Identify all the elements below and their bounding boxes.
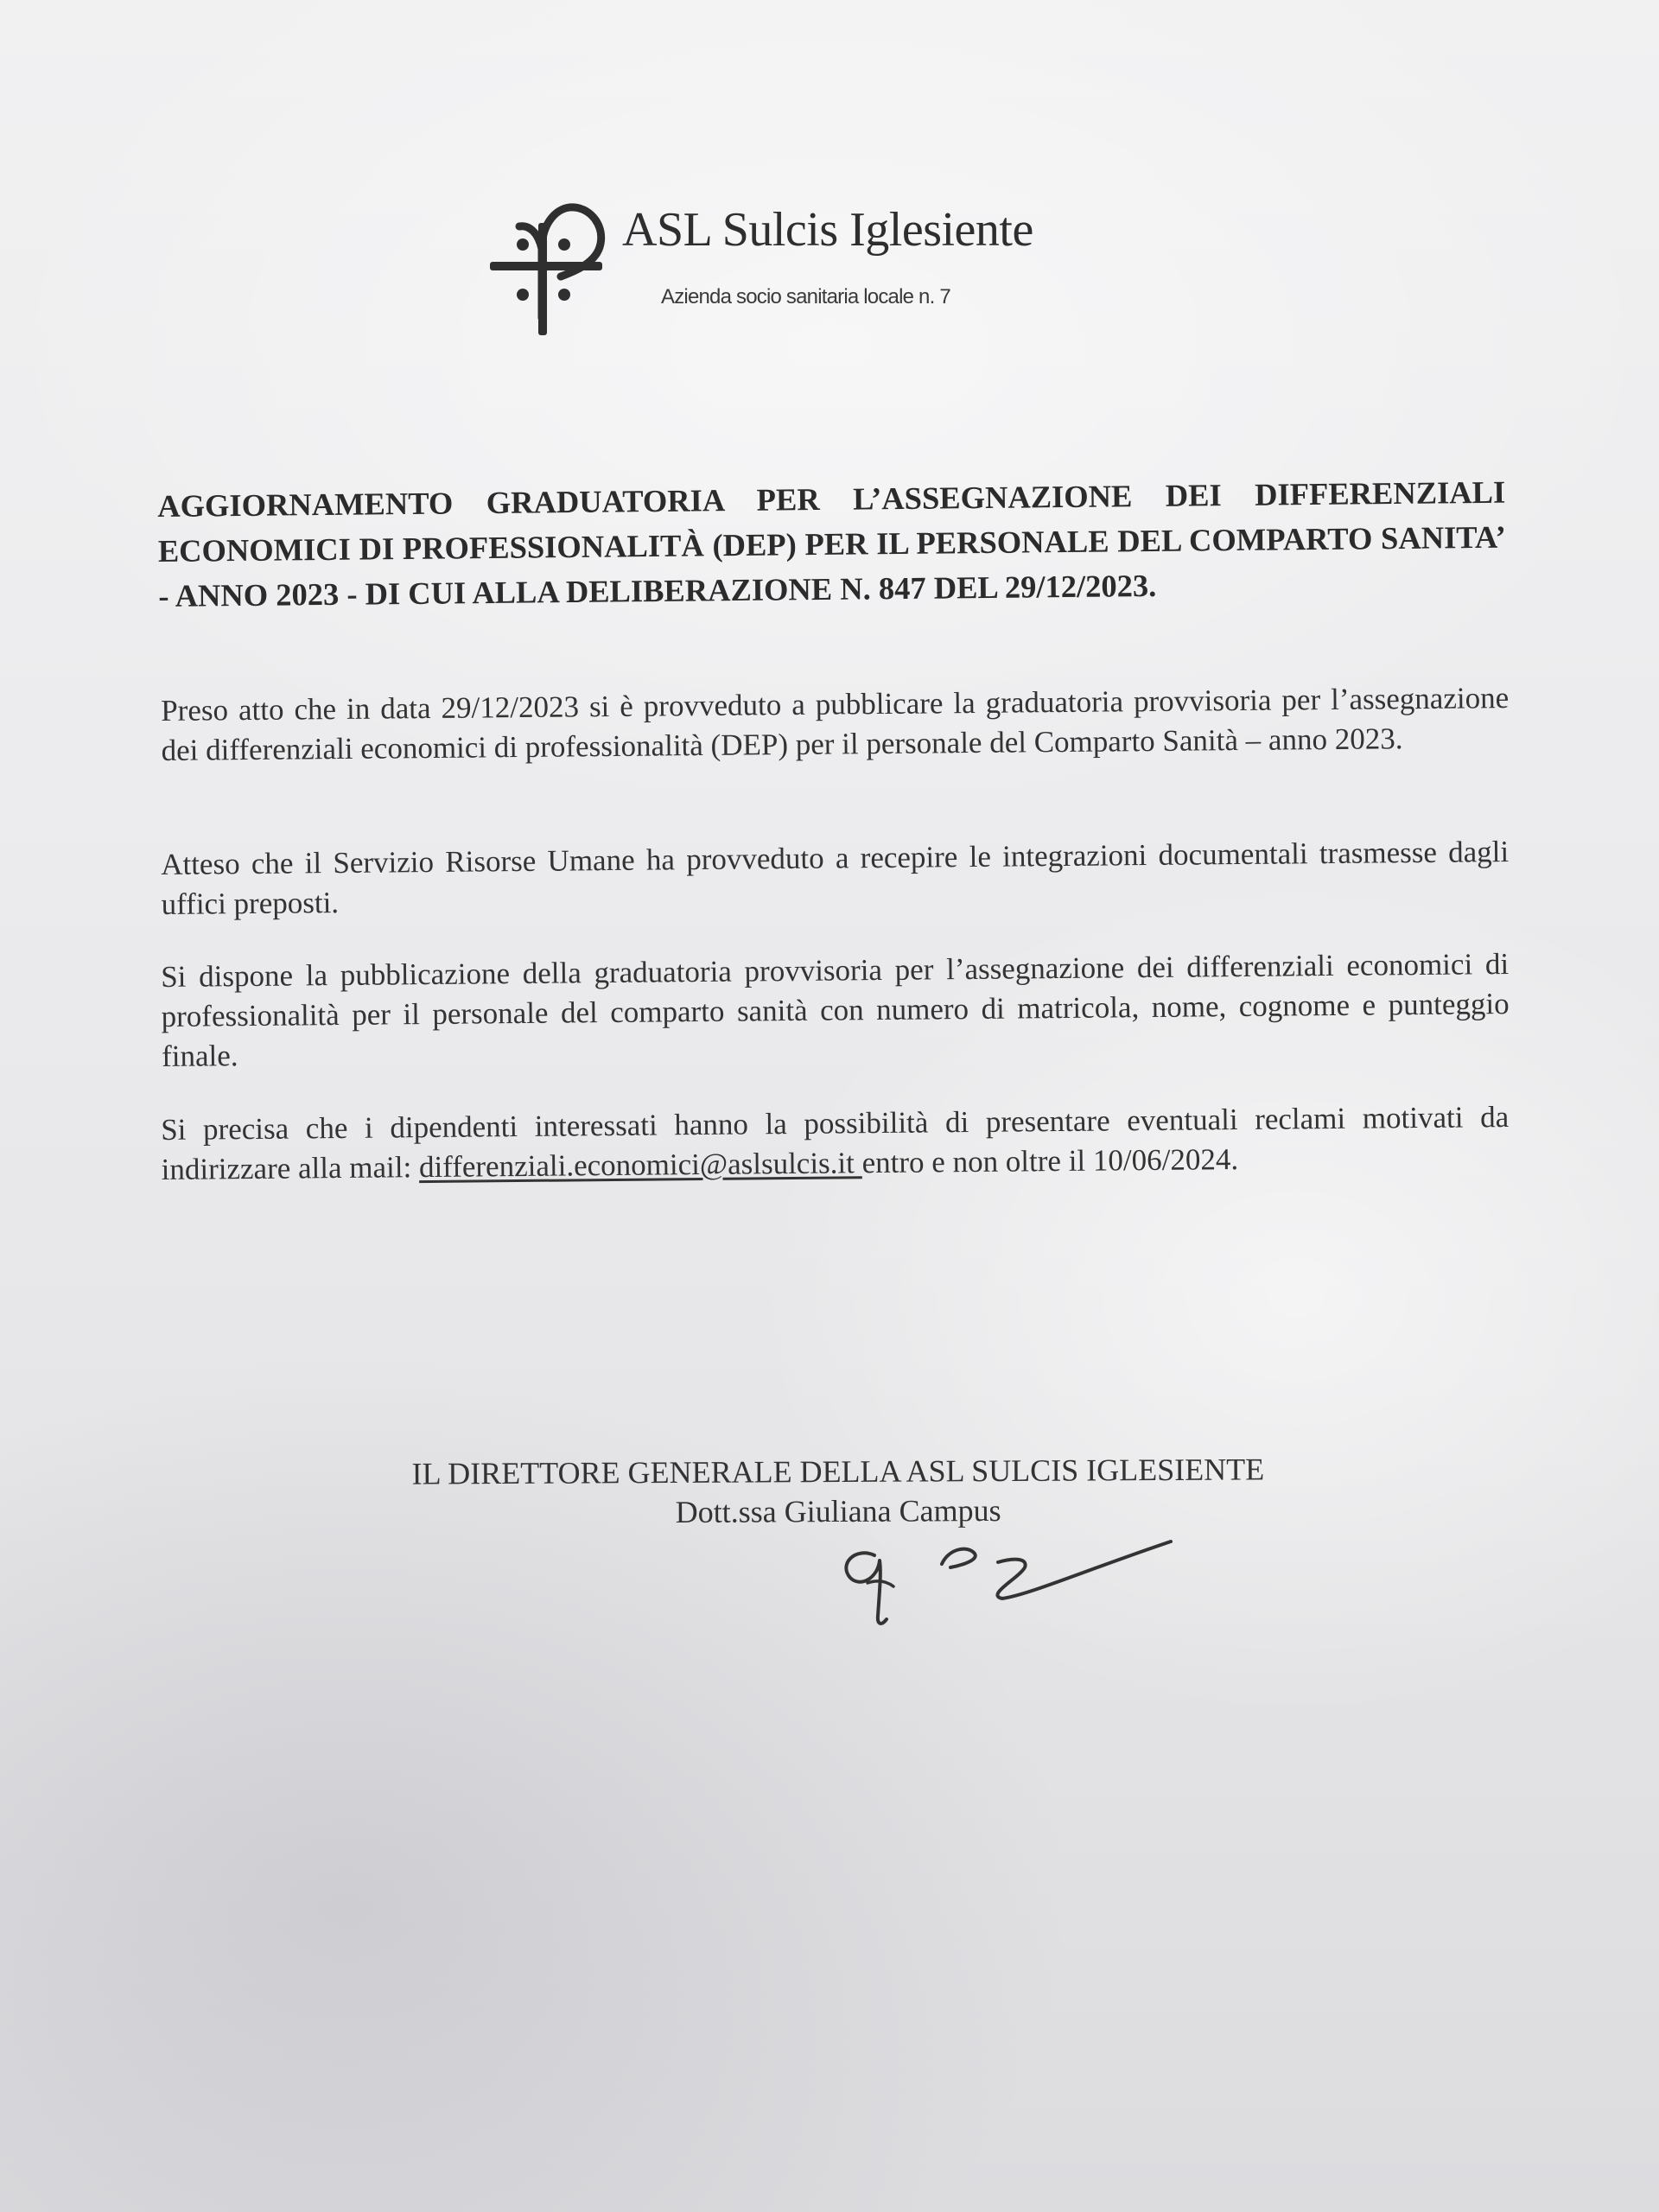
asl-logo — [488, 188, 1033, 340]
paragraph-4-prefix: Si precisa che i dipendenti interessati hanno la possibilità di presentare eventuali reclami motivati da indirizzare alla mail: — [161, 1100, 1510, 1186]
signatory-name: Dott.ssa Giuliana Campus — [675, 1493, 1001, 1529]
email-link[interactable]: differenziali.economici@aslsulcis.it — [418, 1146, 862, 1185]
paragraph-si-dispone: Si dispone la pubblicazione della graduatoria provvisoria per l’assegnazione dei differenziali economici di professionalità per il personale del comparto sanità con numero di matricola, nome, cognome e punteggio finale. — [161, 947, 1510, 1073]
document-title: AGGIORNAMENTO GRADUATORIA PER L’ASSEGNAZIONE DEI DIFFERENZIALI ECONOMICI DI PROFESSIONALITÀ (DEP) PER IL PERSONALE DEL COMPARTO SANITA’ - ANNO 2023 - DI CUI ALLA DELIBERAZIONE N. 847 DEL 29/12/2023. — [157, 474, 1506, 613]
handwritten-signature-icon — [830, 1529, 1175, 1633]
paragraph-si-precisa — [161, 1097, 1510, 1190]
paragraph-4-suffix: entro e non oltre il 10/06/2024. — [861, 1142, 1239, 1180]
signature-block — [337, 1449, 1339, 1534]
signatory-role: IL DIRETTORE GENERALE DELLA ASL SULCIS IGLESIENTE — [411, 1452, 1265, 1491]
org-subtitle: Azienda socio sanitaria locale n. 7 — [661, 285, 950, 308]
paragraph-preso-atto: Preso atto che in data 29/12/2023 si è provveduto a pubblicare la graduatoria provvisoria per l’assegnazione dei differenziali economici di professionalità (DEP) per il personale del Comparto Sanità – anno 2023. — [161, 681, 1510, 767]
asl-heart-cross-logo-icon — [488, 188, 609, 340]
org-name: ASL Sulcis Iglesiente — [622, 203, 1033, 257]
paragraph-atteso: Atteso che il Servizio Risorse Umane ha provveduto a recepire le integrazioni documentali trasmesse dagli uffici preposti. — [161, 835, 1510, 921]
